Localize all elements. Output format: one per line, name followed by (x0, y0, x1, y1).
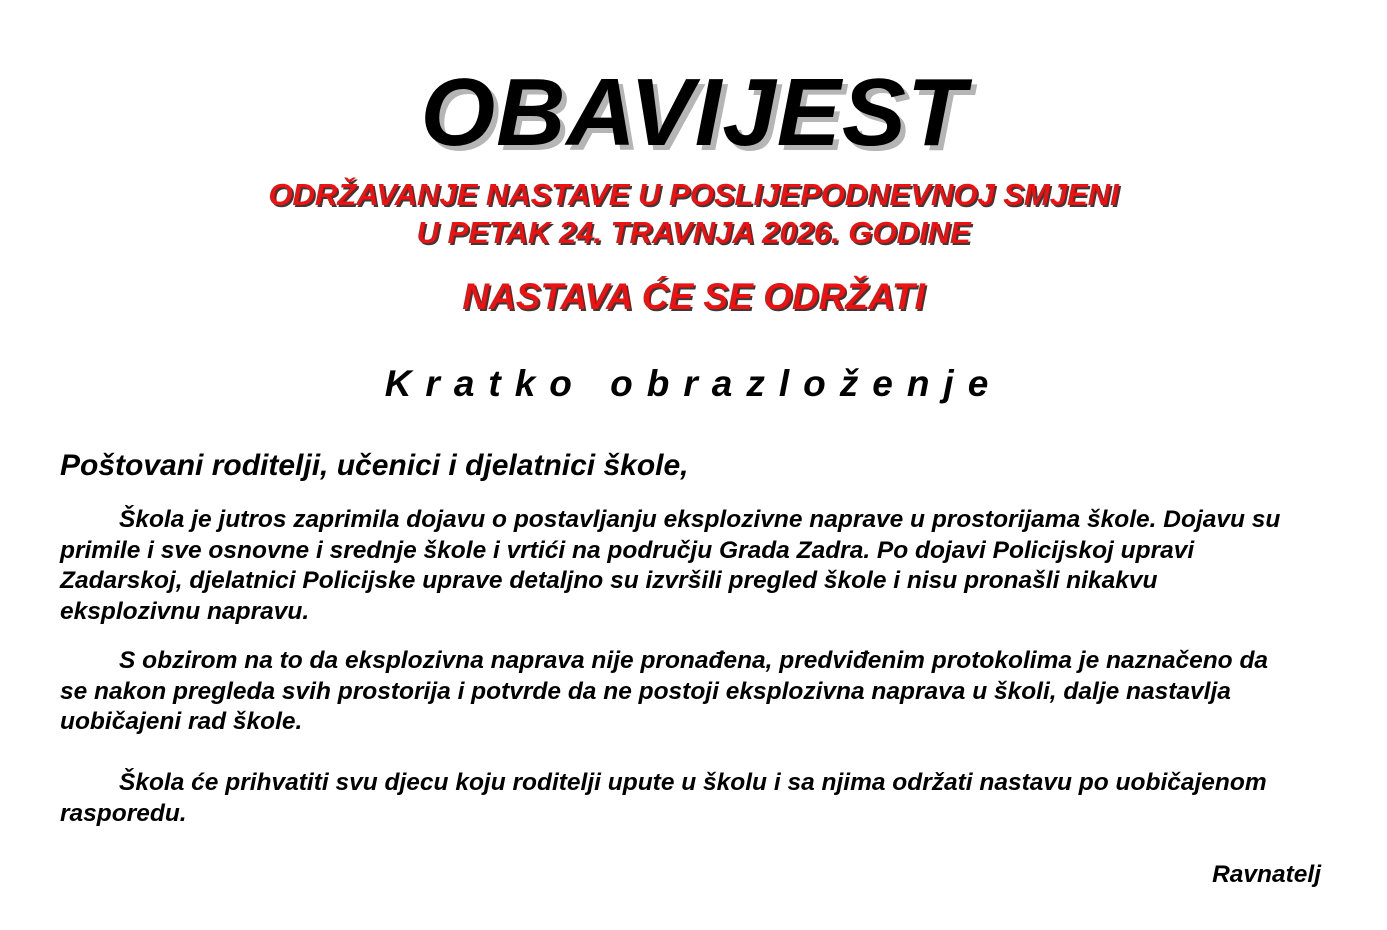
greeting: Poštovani roditelji, učenici i djelatnici škole, (60, 449, 689, 482)
paragraph-1: Škola je jutros zaprimila dojavu o postavljanju eksplozivne naprave u prostorijama škole. Dojavu su primile i sve osnovne i srednje škole i vrtići na području Grada Zadra. Po dojavi Policijskoj upravi Zadarskoj, djelatnici Policijske uprave detaljno su izvršili pregled škole i nisu pronašli nikakvu eksplozivnu napravu. (60, 506, 1281, 625)
paragraph-2: S obzirom na to da eksplozivna naprava nije pronađena, predviđenim protokolima je naznačeno da se nakon pregleda svih prostorija i potvrde da ne postoji eksplozivna naprava u školi, dalje nastavlja uobičajeni rad škole. (60, 647, 1269, 735)
notice-subtitle-line2: U PETAK 24. TRAVNJA 2026. GODINE (416, 215, 971, 250)
notice-subtitle-line1: ODRŽAVANJE NASTAVE U POSLIJEPODNEVNOJ SMJENI (268, 177, 1119, 212)
paragraph-3: Škola će prihvatiti svu djecu koju roditelji upute u školu i sa njima održati nastavu po uobičajenom rasporedu. (60, 769, 1267, 827)
explanation-heading: Kratko obrazloženje (384, 363, 1003, 404)
notice-title: OBAVIJEST (420, 59, 967, 166)
signature: Ravnatelj (1212, 861, 1321, 888)
notice-status: NASTAVA ĆE SE ODRŽATI (462, 276, 925, 317)
